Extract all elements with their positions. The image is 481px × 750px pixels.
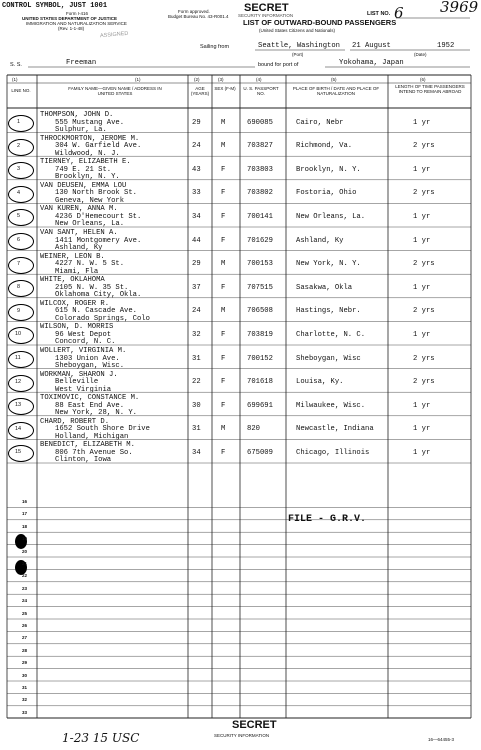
passenger-passport: 675009	[247, 448, 273, 457]
line-number: 12	[15, 378, 22, 385]
column-number: (2)	[194, 77, 200, 82]
line-number: 10	[15, 331, 22, 338]
passenger-age: 33	[192, 189, 201, 198]
passenger-name: THOMPSON, JOHN D.	[40, 111, 114, 119]
passenger-name: TIERNEY, ELIZABETH E.	[40, 158, 131, 167]
ss-label: S. S.	[10, 62, 22, 68]
passenger-birthplace: Hastings, Nebr.	[296, 307, 361, 316]
passenger-sex: F	[221, 165, 226, 174]
passenger-age: 24	[192, 142, 201, 151]
port-value: Seattle, Washington	[258, 42, 340, 50]
passenger-street: 88 East End Ave.	[55, 401, 125, 410]
list-subtitle: (United States Citizens and Nationals)	[259, 28, 336, 33]
passenger-length-of-stay: 1 yr	[413, 401, 431, 410]
passenger-city: Brooklyn, N. Y.	[55, 173, 120, 182]
line-number: 1	[17, 119, 21, 125]
empty-line-number: 30	[22, 672, 28, 678]
date-value: 21 August	[352, 42, 391, 50]
passenger-length-of-stay: 2 yrs	[413, 260, 435, 269]
passenger-name: BENEDICT, ELIZABETH M.	[40, 441, 135, 450]
passenger-age: 34	[192, 448, 201, 457]
passenger-passport: 703827	[247, 142, 273, 151]
port-caption: (Port)	[292, 52, 304, 57]
passenger-passport: 699691	[247, 401, 273, 410]
empty-line-number: 29	[22, 660, 28, 666]
passenger-street: 1303 Union Ave.	[55, 354, 120, 363]
passenger-passport: 703819	[247, 330, 273, 339]
passenger-street: 1652 South Shore Drive	[55, 425, 150, 434]
passenger-length-of-stay: 2 yrs	[413, 142, 435, 151]
passenger-sex: M	[221, 425, 226, 434]
passenger-street: 1411 Montgomery Ave.	[55, 236, 142, 245]
secret-stamp-top: SECRET	[244, 2, 289, 14]
passenger-age: 24	[192, 307, 201, 316]
passenger-name: THROCKMORTON, JEROME M.	[40, 134, 140, 143]
line-number-circle	[8, 233, 34, 250]
date-caption: (Date)	[414, 52, 427, 57]
passenger-street: 555 Mustang Ave.	[55, 118, 125, 127]
passenger-street: 806 7th Avenue So.	[55, 448, 133, 457]
passenger-birthplace: Cairo, Nebr	[296, 118, 344, 127]
passenger-city: Oklahoma City, Okla.	[55, 291, 142, 300]
security-info-top: SECURITY INFORMATION	[238, 13, 294, 18]
passenger-age: 32	[192, 330, 201, 339]
service-name: IMMIGRATION AND NATURALIZATION SERVICE	[26, 21, 127, 26]
passenger-sex: F	[221, 330, 226, 339]
passenger-sex: M	[221, 118, 226, 127]
passenger-sex: F	[221, 283, 226, 292]
passenger-passport: 700152	[247, 354, 273, 363]
line-number: 2	[17, 142, 21, 149]
year-value: 1952	[437, 42, 455, 50]
bound-for-label: bound for port of	[258, 62, 299, 68]
line-number-circle	[8, 115, 34, 132]
passenger-city: New Orleans, La.	[55, 220, 125, 229]
passenger-name: WILCOX, ROGER R.	[40, 299, 110, 308]
column-number: (4)	[256, 77, 262, 82]
empty-line-number: 23	[22, 585, 28, 591]
name-address-header: FAMILY NAME—GIVEN NAME / ADDRESS IN UNITED STATES	[68, 86, 162, 96]
empty-line-number: 33	[22, 709, 28, 715]
destination-value: Yokohama, Japan	[339, 59, 404, 67]
passenger-passport: 706508	[247, 307, 273, 316]
passenger-length-of-stay: 1 yr	[413, 330, 431, 339]
line-number: 11	[15, 355, 21, 361]
passenger-length-of-stay: 1 yr	[413, 283, 431, 292]
passenger-passport: 701629	[247, 236, 273, 245]
passenger-city: Colorado Springs, Colo	[55, 314, 150, 323]
empty-line-number: 24	[22, 598, 28, 604]
passenger-sex: F	[221, 212, 226, 221]
passenger-city: Holland, Michigan	[55, 432, 129, 441]
passenger-street: 4236 D'Hemecourt St.	[55, 212, 142, 221]
passenger-city: Concord, N. C.	[55, 338, 116, 347]
passenger-passport: 700153	[247, 260, 273, 269]
line-number-circle	[8, 351, 34, 368]
passenger-passport: 700141	[247, 212, 273, 221]
passenger-birthplace: Brooklyn, N. Y.	[296, 165, 361, 174]
column-number: (3)	[218, 77, 224, 82]
passenger-city: Sheboygan, Wisc.	[55, 362, 125, 370]
line-number: 15	[15, 449, 22, 456]
passenger-age: 29	[192, 118, 201, 127]
passenger-age: 44	[192, 236, 201, 245]
department-name: UNITED STATES DEPARTMENT OF JUSTICE	[22, 16, 118, 21]
passenger-length-of-stay: 2 yrs	[413, 354, 435, 363]
passenger-city: Geneva, New York	[55, 196, 125, 205]
form-revision: (Rev. 1-1-48)	[58, 26, 85, 31]
form-approved: Form approved.	[178, 9, 210, 14]
column-number: (6)	[420, 77, 426, 82]
file-stamp: FILE - G.R.V.	[288, 514, 367, 525]
line-number: 4	[17, 189, 21, 196]
secret-stamp-bottom: SECRET	[232, 719, 277, 731]
column-number: (5)	[331, 77, 337, 82]
passenger-passport: 703803	[247, 165, 273, 174]
corner-handwriting: 3969	[440, 0, 479, 16]
passenger-birthplace: Ashland, Ky	[296, 236, 344, 245]
ship-name: Freeman	[66, 59, 97, 67]
empty-line-number: 26	[22, 623, 28, 628]
form-number: Form I-416	[66, 11, 89, 16]
passenger-birthplace: Fostoria, Ohio	[296, 189, 357, 198]
passenger-name: WHITE, OKLAHOMA	[40, 276, 105, 285]
line-number: 7	[17, 260, 21, 267]
passenger-length-of-stay: 1 yr	[413, 118, 431, 127]
passenger-street: 749 E. 21 St.	[55, 165, 112, 174]
passenger-city: New York, 28, N. Y.	[55, 409, 137, 418]
passenger-name: VAN SANT, HELEN A.	[40, 229, 118, 237]
passenger-city: Wildwood, N. J.	[55, 149, 120, 158]
passenger-sex: M	[221, 142, 226, 151]
empty-line-number: 19	[22, 536, 28, 542]
passenger-birthplace: Sasakwa, Okla	[296, 283, 353, 292]
line-number: 13	[15, 402, 22, 409]
passenger-name: WOLLERT, VIRGINIA M.	[40, 347, 127, 355]
passport-header: U. S. PASSPORT NO.	[243, 86, 279, 96]
passenger-name: WILSON, D. MORRIS	[40, 323, 114, 332]
passenger-birthplace: New York, N. Y.	[296, 260, 361, 269]
passenger-street: 4227 N. W. 5 St.	[55, 260, 125, 269]
passenger-birthplace: Chicago, Illinois	[296, 448, 370, 457]
passenger-passport: 707515	[247, 283, 273, 292]
empty-line-number: 28	[22, 647, 28, 653]
passenger-passport: 820	[247, 425, 260, 434]
column-number: (1)	[135, 77, 141, 82]
list-no-value: 6	[394, 4, 404, 22]
passenger-length-of-stay: 1 yr	[413, 212, 431, 221]
passenger-age: 34	[192, 212, 201, 221]
empty-line-number: 22	[22, 573, 28, 579]
line-number: 14	[15, 425, 22, 432]
handwritten-note: 1-23 15 USC	[62, 731, 140, 745]
control-symbol: CONTROL SYMBOL, JUST 1001	[2, 2, 108, 10]
empty-line-number: 17	[22, 511, 28, 517]
empty-line-number: 25	[22, 610, 28, 616]
line-number: 8	[17, 284, 21, 291]
passenger-name: WEINER, LEON B.	[40, 252, 105, 261]
passenger-name: VAN KUREN, ANNA M.	[40, 205, 118, 214]
line-number-circle	[8, 139, 34, 156]
line-number-circle	[8, 257, 34, 274]
passenger-birthplace: Milwaukee, Wisc.	[296, 401, 366, 410]
passenger-street: 130 North Brook St.	[55, 189, 137, 198]
passenger-birthplace: Louisa, Ky.	[296, 378, 344, 387]
passenger-sex: F	[221, 378, 226, 387]
passenger-age: 37	[192, 283, 201, 292]
passenger-sex: M	[221, 307, 226, 316]
passenger-sex: M	[221, 260, 226, 269]
passenger-length-of-stay: 2 yrs	[413, 189, 435, 198]
passenger-birthplace: Charlotte, N. C.	[296, 330, 366, 339]
empty-line-number: 31	[22, 685, 28, 690]
empty-line-number: 32	[22, 697, 28, 703]
passenger-length-of-stay: 1 yr	[413, 425, 431, 434]
passenger-age: 31	[192, 354, 201, 363]
passenger-length-of-stay: 1 yr	[413, 448, 431, 457]
passenger-length-of-stay: 1 yr	[413, 165, 431, 174]
line-no-header: LINE NO.	[11, 88, 31, 93]
security-info-bottom: SECURITY INFORMATION	[214, 733, 270, 738]
passenger-sex: F	[221, 354, 226, 363]
passenger-age: 31	[192, 425, 201, 434]
passenger-city: Clinton, Iowa	[55, 456, 112, 465]
passenger-passport: 701618	[247, 378, 273, 387]
passenger-passport: 703802	[247, 189, 273, 198]
form-code: 16—64455-3	[428, 737, 455, 742]
empty-line-number: 21	[22, 561, 28, 566]
line-number: 9	[17, 307, 21, 314]
length-of-stay-header: LENGTH OF TIME PASSENGERS INTEND TO REMAIN ABROAD	[395, 84, 465, 94]
empty-line-number: 20	[22, 548, 28, 554]
list-title: LIST OF OUTWARD-BOUND PASSENGERS	[243, 18, 397, 27]
passenger-age: 29	[192, 260, 201, 269]
passenger-name: WORKMAN, SHARON J.	[40, 370, 118, 379]
passenger-street: Belleville	[55, 378, 99, 387]
passenger-birthplace: New Orleans, La.	[296, 212, 366, 221]
passenger-street: 2105 N. W. 35 St.	[55, 283, 129, 292]
passenger-age: 30	[192, 401, 201, 410]
passenger-city: West Virginia	[55, 385, 112, 394]
assigned-stamp: ASSIGNED	[99, 30, 129, 40]
passenger-name: TOXIMOVIC, CONSTANCE M.	[40, 394, 140, 403]
passenger-sex: F	[221, 401, 226, 410]
passenger-city: Sulphur, La.	[55, 126, 107, 134]
passenger-birthplace: Newcastle, Indiana	[296, 425, 374, 434]
passenger-sex: F	[221, 236, 226, 245]
passenger-sex: F	[221, 189, 226, 198]
passenger-name: CHARD, ROBERT D.	[40, 417, 110, 426]
passenger-street: 615 N. Cascade Ave.	[55, 307, 137, 316]
birthplace-header: PLACE OF BIRTH / DATE AND PLACE OF NATURALIZATION	[292, 86, 380, 96]
passenger-street: 304 W. Garfield Ave.	[55, 142, 142, 151]
passenger-length-of-stay: 2 yrs	[413, 378, 435, 387]
column-number: (1)	[12, 77, 18, 82]
line-number-circle	[8, 304, 34, 321]
line-number: 5	[17, 213, 21, 220]
sex-header: SEX (F-M)	[214, 86, 236, 91]
empty-line-number: 18	[22, 523, 28, 529]
empty-line-number: 16	[22, 499, 28, 504]
passenger-name: VAN DEUSEN, EMMA LOU	[40, 181, 127, 190]
passenger-street: 96 West Depot	[55, 330, 112, 339]
passenger-birthplace: Sheboygan, Wisc	[296, 354, 361, 363]
passenger-length-of-stay: 2 yrs	[413, 307, 435, 316]
line-number-circle	[8, 186, 34, 203]
passenger-age: 43	[192, 165, 201, 174]
empty-line-number: 27	[22, 635, 28, 641]
line-number: 3	[17, 166, 21, 173]
passenger-length-of-stay: 1 yr	[413, 236, 431, 245]
line-number: 6	[17, 237, 21, 243]
passenger-sex: F	[221, 448, 226, 457]
age-header: AGE (YEARS)	[190, 86, 210, 96]
passenger-city: Miami, Fla	[55, 267, 99, 276]
passenger-passport: 690085	[247, 118, 273, 127]
budget-bureau: Budget Bureau No. 43-R001.4	[168, 14, 229, 19]
passenger-birthplace: Richmond, Va.	[296, 142, 353, 151]
list-no-label: LIST NO.	[367, 11, 391, 17]
passenger-city: Ashland, Ky	[55, 244, 103, 252]
passenger-age: 22	[192, 378, 201, 387]
sailing-from-label: Sailing from	[200, 44, 230, 50]
